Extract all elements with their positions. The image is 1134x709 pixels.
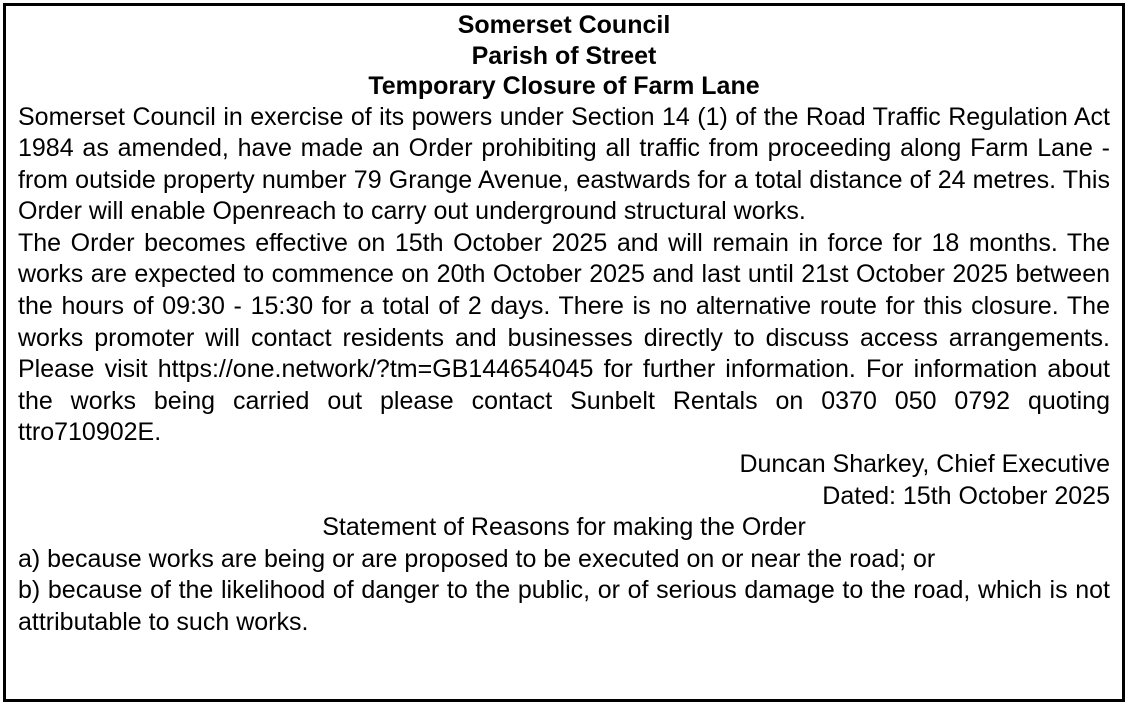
notice-title: Temporary Closure of Farm Lane xyxy=(368,72,760,100)
date-line: Dated: 15th October 2025 xyxy=(822,481,1110,510)
reason-item-a: a) because works are being or are proposed to be executed on or near the road; or xyxy=(18,544,936,573)
reason-item-b: b) because of the likelihood of danger to the public, or of serious damage to the road, which is not attributable to such works. xyxy=(18,576,1110,636)
order-paragraph: Somerset Council in exercise of its powers under Section 14 (1) of the Road Traffic Regulation Act 1984 as amended, have made an Order prohibiting all traffic from proceeding along Farm Lane - from outside property number 79 Grange Avenue, eastwards for a total distance of 24 metres. This Order will enable Openreach to carry out underground structural works. xyxy=(18,102,1110,226)
reasons-heading: Statement of Reasons for making the Order xyxy=(322,513,806,542)
details-paragraph: The Order becomes effective on 15th October 2025 and will remain in force for 18 months. The works are expected to commence on 20th October 2025 and last until 21st October 2025 between the hours of 09:30 - 15:30 for a total of 2 days. There is no alternative route for this closure. The works promoter will contact residents and businesses directly to discuss access arrangements. Please visit https://one.network/?tm=GB144654045 for further information. For information about the works being carried out please contact Sunbelt Rentals on 0370 050 0792 quoting ttro710902E. xyxy=(18,228,1110,447)
signatory: Duncan Sharkey, Chief Executive xyxy=(739,450,1110,479)
council-name: Somerset Council xyxy=(457,11,671,39)
parish-name: Parish of Street xyxy=(471,41,657,70)
public-notice xyxy=(3,3,1125,702)
